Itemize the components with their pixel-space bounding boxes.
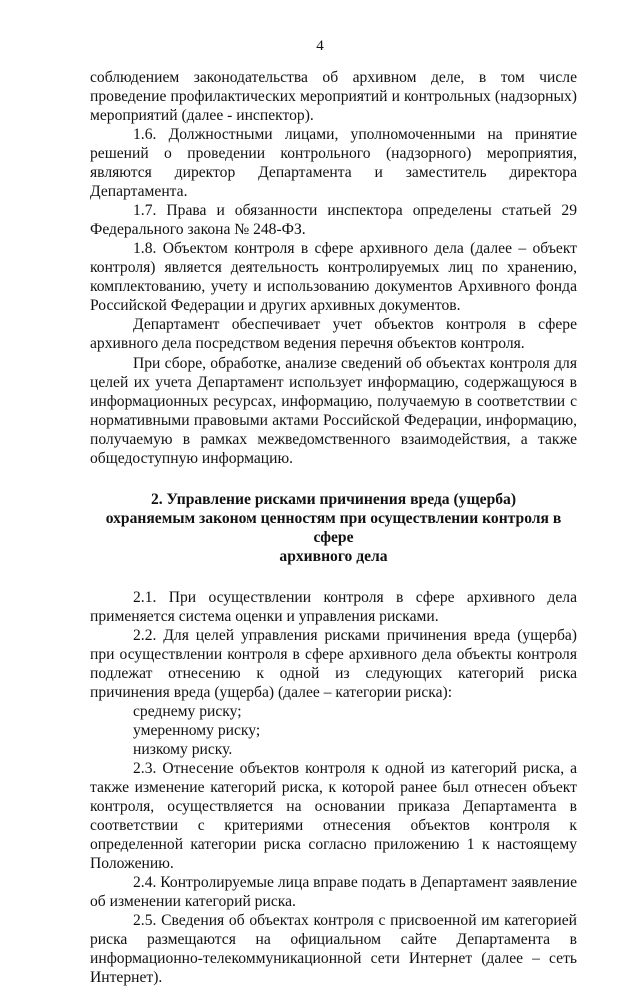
risk-item-moderate: умеренному риску; [133, 722, 261, 739]
paragraph-2-5: 2.5. Сведения об объектах контроля с присвоенной им категорией риска размещаются на официальном сайте Департамента в информационно-телекоммуникационной сети Интернет (далее – сеть Интернет). [90, 912, 577, 986]
paragraph-1-7: 1.7. Права и обязанности инспектора определены статьей 29 Федерального закона № 248-ФЗ. [90, 202, 577, 238]
paragraph-1-6: 1.6. Должностными лицами, уполномоченными на принятие решений о проведении контрольного (надзорного) мероприятия, являются директор Департамента и заместитель директора Департамента. [90, 126, 577, 200]
section-heading [90, 490, 577, 566]
paragraph-1-8: 1.8. Объектом контроля в сфере архивного дела (далее – объект контроля) является деятельность контролируемых лиц по хранению, комплектованию, учету и использованию документов Архивного фонда Российской Федерации и других архивных документов. [90, 240, 577, 314]
section-heading-line-1: 2. Управление рисками причинения вреда (ущерба) [150, 491, 517, 508]
section-heading-line-2: охраняемым законом ценностям при осуществлении контроля в сфере [105, 510, 562, 546]
section-heading-line-3: архивного дела [279, 548, 388, 565]
paragraph-2-4: 2.4. Контролируемые лица вправе подать в Департамент заявление об изменении категорий риска. [90, 874, 577, 910]
document-body [90, 68, 577, 987]
paragraph-accounting: Департамент обеспечивает учет объектов контроля в сфере архивного дела посредством ведения перечня объектов контроля. [90, 316, 577, 352]
risk-item-medium: среднему риску; [133, 703, 242, 720]
paragraph-information-sources: При сборе, обработке, анализе сведений об объектах контроля для целей их учета Департамент использует информацию, содержащуюся в информационных ресурсах, информацию, получаемую в соответствии с нормативными правовыми актами Российской Федерации, информацию, получаемую в рамках межведомственного взаимодействия, а также общедоступную информацию. [90, 355, 577, 467]
paragraph-continuation: соблюдением законодательства об архивном деле, в том числе проведение профилактических мероприятий и контрольных (надзорных) мероприятий (далее - инспектор). [90, 69, 577, 124]
page-number: 4 [316, 38, 324, 54]
paragraph-2-3: 2.3. Отнесение объектов контроля к одной из категорий риска, а также изменение категорий риска, к которой ранее был отнесен объект контроля, осуществляется на основании приказа Департамента в соответствии с критериями отнесения объектов контроля к определенной категории риска согласно приложению 1 к настоящему Положению. [90, 760, 577, 872]
risk-item-low: низкому риску. [133, 741, 233, 758]
paragraph-2-2: 2.2. Для целей управления рисками причинения вреда (ущерба) при осуществлении контроля в сфере архивного дела объекты контроля подлежат отнесению к одной из следующих категорий риска причинения вреда (ущерба) (далее – категории риска): [90, 627, 577, 701]
paragraph-2-1: 2.1. При осуществлении контроля в сфере архивного дела применяется система оценки и управления рисками. [90, 589, 577, 625]
